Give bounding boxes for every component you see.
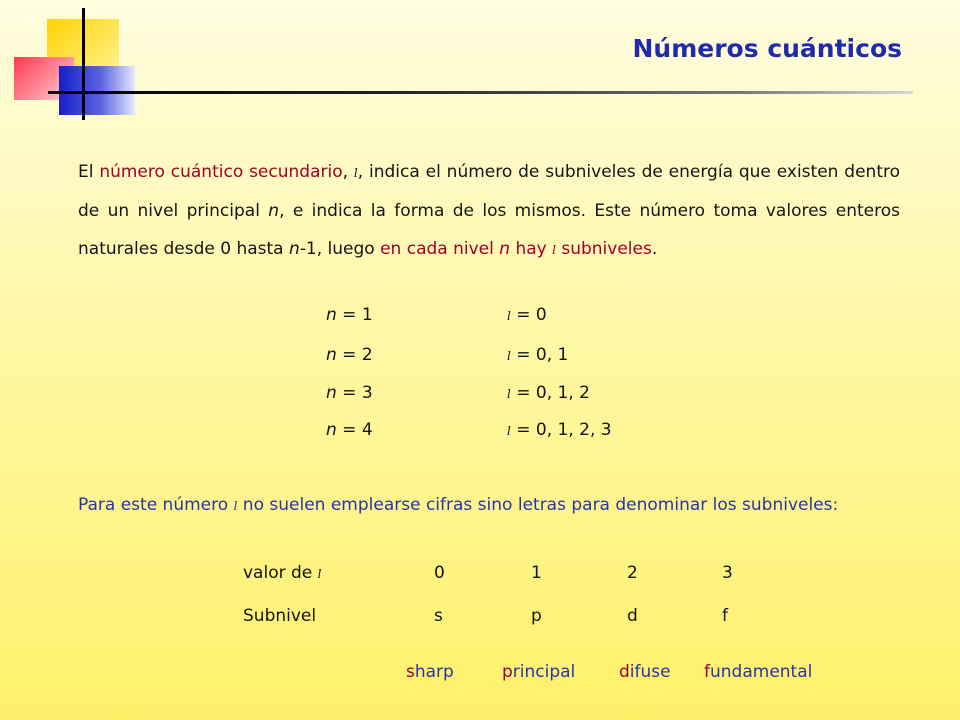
level-l-3: [507, 383, 590, 403]
n-symbol: n: [289, 239, 300, 259]
table-row1-label: [243, 563, 322, 583]
level-l-4: [507, 420, 612, 440]
l-symbol: l: [507, 424, 511, 438]
paragraph-letters: [78, 486, 900, 525]
level-value: = 0, 1: [510, 345, 569, 365]
l-symbol: l: [317, 567, 322, 581]
name-fundamental: [704, 662, 812, 682]
table-value: 1: [531, 563, 542, 583]
l-symbol: l: [507, 309, 511, 323]
table-letter: f: [722, 606, 728, 626]
n-symbol: n: [326, 420, 337, 440]
text: , e indica la forma de los mismos. Este número toma valores enteros naturales desde 0 hasta: [78, 201, 900, 259]
text: harp: [414, 662, 454, 682]
text: .: [651, 239, 658, 259]
highlight-term: número cuántico secundario: [99, 162, 343, 182]
text: undamental: [710, 662, 813, 682]
initial-letter: p: [502, 662, 513, 682]
level-n-1: [326, 305, 373, 325]
table-letter: s: [434, 606, 443, 626]
level-value: = 1: [336, 305, 373, 325]
highlight-term: hay: [510, 239, 553, 259]
text: no suelen emplearse cifras sino letras para denominar los subniveles:: [237, 495, 839, 515]
text: ,: [342, 162, 354, 182]
text: -1, luego: [299, 239, 381, 259]
l-symbol: l: [353, 166, 358, 180]
level-value: = 0, 1, 2, 3: [510, 420, 612, 440]
decorative-logo: [0, 0, 140, 125]
text: Para este número: [78, 495, 234, 515]
slide-title: Números cuánticos: [632, 34, 902, 63]
level-value: = 4: [336, 420, 373, 440]
highlight-term: en cada nivel: [380, 239, 500, 259]
text: ifuse: [629, 662, 671, 682]
level-n-2: [326, 345, 373, 365]
level-value: = 0, 1, 2: [510, 383, 590, 403]
table-row2-label: Subnivel: [243, 606, 317, 626]
initial-letter: f: [704, 662, 710, 682]
l-symbol: l: [507, 387, 511, 401]
text: rincipal: [512, 662, 576, 682]
highlight-term: subniveles: [555, 239, 652, 259]
name-principal: [502, 662, 575, 682]
l-symbol: l: [233, 499, 238, 513]
header-divider-line: [48, 91, 913, 94]
n-symbol: n: [268, 201, 280, 221]
level-value: = 3: [336, 383, 373, 403]
level-l-1: [507, 305, 547, 325]
level-l-2: [507, 345, 568, 365]
n-symbol: n: [326, 383, 337, 403]
table-value: 2: [627, 563, 638, 583]
n-symbol: n: [326, 305, 337, 325]
initial-letter: s: [406, 662, 415, 682]
n-symbol: n: [326, 345, 337, 365]
text: , indica el número de subniveles de energía que existen dentro de un nivel principal: [78, 162, 900, 221]
initial-letter: d: [619, 662, 630, 682]
name-sharp: [406, 662, 454, 682]
level-value: = 2: [336, 345, 373, 365]
level-n-3: [326, 383, 373, 403]
text: valor de: [243, 563, 318, 583]
name-difuse: [619, 662, 671, 682]
level-n-4: [326, 420, 373, 440]
table-value: 0: [434, 563, 445, 583]
l-symbol: l: [552, 243, 556, 257]
table-letter: d: [627, 606, 638, 626]
logo-vertical-line: [82, 8, 85, 120]
table-value: 3: [722, 563, 733, 583]
table-letter: p: [531, 606, 542, 626]
text: El: [78, 162, 100, 182]
n-symbol: n: [499, 239, 511, 259]
l-symbol: l: [507, 349, 511, 363]
paragraph-secondary-number: [78, 153, 900, 269]
level-value: = 0: [510, 305, 547, 325]
